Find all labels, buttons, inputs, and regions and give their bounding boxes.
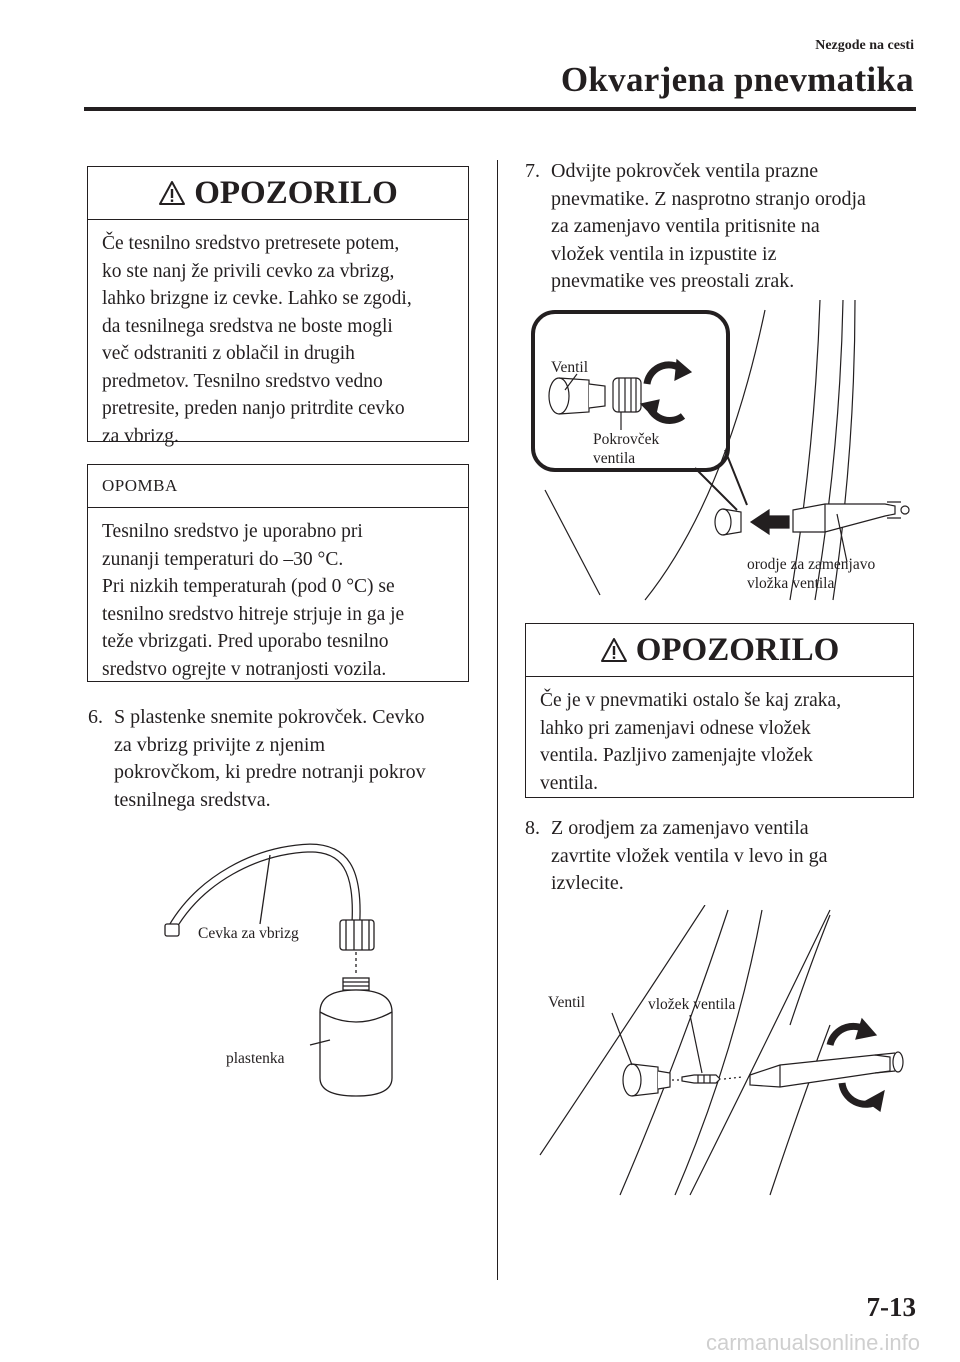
valve-label: Ventil [548,994,586,1011]
warning-title: OPOZORILO [194,174,398,211]
step-8 [525,815,925,898]
step-number: 8. [525,817,540,839]
sealant-bottle-figure [160,840,400,1100]
header-divider [84,107,916,111]
page-title: Okvarjena pnevmatika [560,60,914,99]
core-label: vložek ventila [648,996,736,1013]
cap-label-line1: Pokrovček [593,431,660,448]
note-text: Tesnilno sredstvo je uporabno pri zunanji temperaturi do –30 °C. Pri nizkih temperaturah (pod 0 °C) se tesnilno sredstvo hitreje strjuje in ga je teže vbrizgati. Pred uporabo tesnilno sredstvo ogrejte v notranjosti vozila. [102,521,405,680]
warning-text: Če je v pnevmatiki ostalo še kaj zraka, lahko pri zamenjavi odnese vložek ventila. Pazljivo zamenjajte vložek ventila. [540,690,842,794]
section-title: Nezgode na cesti [815,38,914,53]
valve-cap-figure [525,300,925,605]
valve-core-figure [530,905,920,1200]
step-text: Odvijte pokrovček ventila prazne pnevmatike. Z nasprotno stranjo orodja za zamenjavo ventila pritisnite na vložek ventila in izpustite iz pnevmatike ves preostali zrak. [551,160,866,292]
warning-icon [600,637,628,663]
step-6 [88,704,483,814]
warning-box [87,166,469,447]
step-text: Z orodjem za zamenjavo ventila zavrtite vložek ventila v levo in ga izvlecite. [551,817,828,894]
step-number: 7. [525,160,540,182]
note-title: OPOMBA [88,465,468,508]
warning-icon [158,180,186,206]
warning-box [525,623,914,798]
bottle-label: plastenka [226,1050,285,1067]
cap-label-line2: ventila [593,450,636,467]
warning-text: Če tesnilno sredstvo pretresete potem, ko ste nanj že privili cevko za vbrizg, lahko brizgne iz cevke. Lahko se zgodi, da tesnilnega sredstva ne boste mogli več odstraniti z oblačil in drugih predmetov. Tesnilno sredstvo vedno pretresite, preden nanjo pritrdite cevko za vbrizg. [102,233,412,447]
note-box [87,464,469,682]
step-number: 6. [88,706,103,728]
step-text: S plastenke snemite pokrovček. Cevko za vbrizg privijte z njenim pokrovčkom, ki predre notranji pokrov tesnilnega sredstva. [114,706,426,811]
tool-label-line1: orodje za zamenjavo [747,556,876,573]
tool-label-line2: vložka ventila [747,575,835,592]
hose-label: Cevka za vbrizg [198,925,299,942]
step-7 [525,158,925,296]
warning-title: OPOZORILO [635,631,840,668]
page-number: 7-13 [866,1292,916,1322]
watermark: carmanualsonline.info [705,1330,920,1355]
column-divider [497,160,498,1280]
valve-label: Ventil [551,359,589,376]
